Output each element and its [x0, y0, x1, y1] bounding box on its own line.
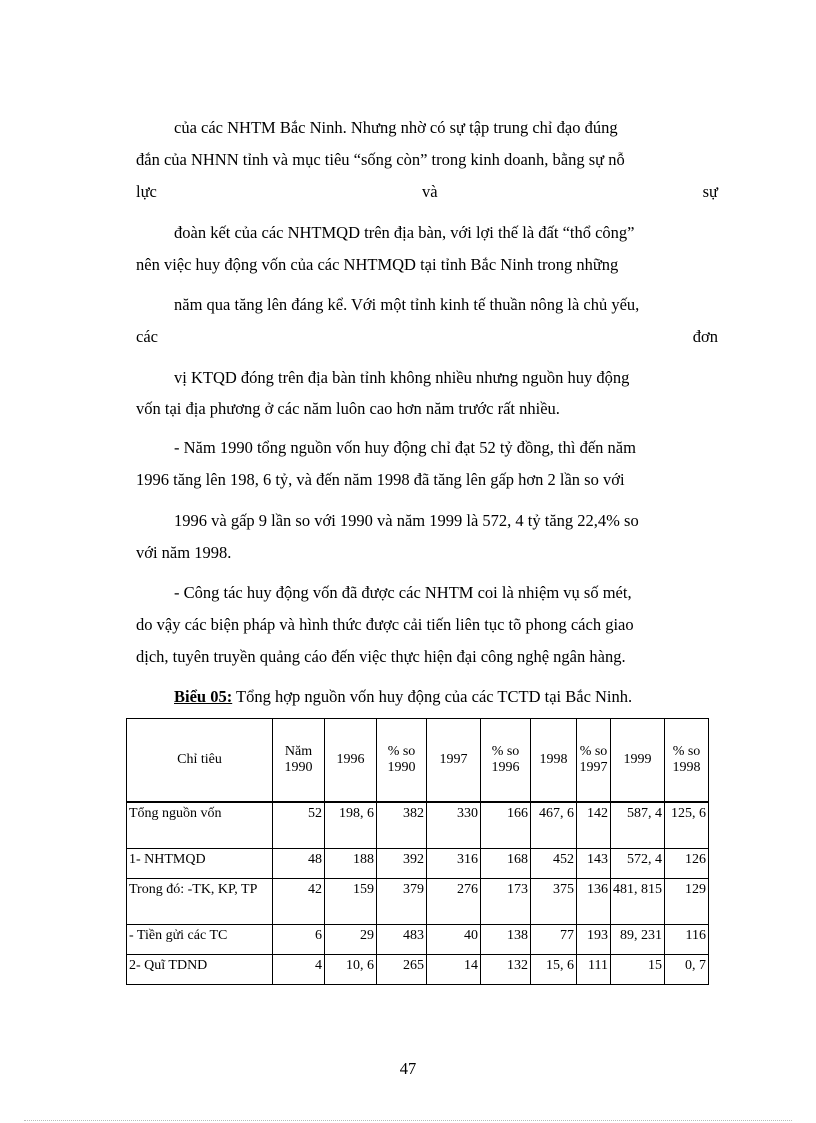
table-cell: 4	[273, 954, 325, 984]
table-cell: 382	[377, 802, 427, 848]
text-line: năm qua tăng lên đáng kể. Với một tỉnh kinh tế thuần nông là chủ yếu,	[174, 295, 640, 314]
text-line: vị KTQD đóng trên địa bàn tỉnh không nhiều nhưng nguồn huy động	[174, 368, 630, 387]
word: các	[136, 327, 158, 346]
table-cell: 48	[273, 848, 325, 878]
table-cell: 265	[377, 954, 427, 984]
table-cell: 77	[531, 924, 577, 954]
header-cell: 1998	[531, 719, 577, 803]
table-row	[127, 878, 709, 924]
text-line: do vậy các biện pháp và hình thức được cải tiến liên tục tõ phong cách giao	[136, 615, 634, 634]
table-cell: 193	[577, 924, 611, 954]
footer-divider	[24, 1120, 792, 1121]
table-cell: 159	[325, 878, 377, 924]
table-row	[127, 848, 709, 878]
table-cell: 129	[665, 878, 709, 924]
text-line: với năm 1998.	[136, 543, 232, 562]
page-number: 47	[399, 1059, 417, 1078]
table-row	[127, 954, 709, 984]
row-label: 2- Quĩ TDND	[127, 954, 273, 984]
text-line: dịch, tuyên truyền quảng cáo đến việc thực hiện đại công nghệ ngân hàng.	[136, 647, 626, 666]
table-cell: 572, 4	[611, 848, 665, 878]
word: lực	[136, 182, 157, 201]
table-header-row	[127, 719, 709, 803]
text-line: đoàn kết của các NHTMQD trên địa bàn, với lợi thế là đất “thổ công”	[174, 223, 635, 242]
table-cell: 125, 6	[665, 802, 709, 848]
table-cell: 467, 6	[531, 802, 577, 848]
table-cell: 138	[481, 924, 531, 954]
table-row	[127, 924, 709, 954]
table-cell: 15	[611, 954, 665, 984]
header-cell: % so 1996	[481, 719, 531, 803]
table-row	[127, 802, 709, 848]
table-cell: 10, 6	[325, 954, 377, 984]
text-line: 1996 tăng lên 198, 6 tỷ, và đến năm 1998 đã tăng lên gấp hơn 2 lần so với	[136, 470, 625, 489]
table-cell: 481, 815	[611, 878, 665, 924]
header-cell: 1996	[325, 719, 377, 803]
text-line-justified	[136, 182, 718, 202]
word: và	[421, 182, 438, 201]
table-cell: 143	[577, 848, 611, 878]
table-cell: 15, 6	[531, 954, 577, 984]
table-cell: 379	[377, 878, 427, 924]
table-cell: 483	[377, 924, 427, 954]
row-label: Trong đó: -TK, KP, TP	[127, 878, 273, 924]
text-line: của các NHTM Bắc Ninh. Nhưng nhờ có sự tập trung chỉ đạo đúng	[174, 118, 618, 137]
header-cell: Năm 1990	[273, 719, 325, 803]
table-cell: 136	[577, 878, 611, 924]
table-cell: 0, 7	[665, 954, 709, 984]
row-label: 1- NHTMQD	[127, 848, 273, 878]
table-cell: 116	[665, 924, 709, 954]
table-cell: 587, 4	[611, 802, 665, 848]
table-cell: 168	[481, 848, 531, 878]
table-cell: 276	[427, 878, 481, 924]
text-line-justified	[136, 327, 718, 347]
row-label: - Tiền gửi các TC	[127, 924, 273, 954]
text-line: nên việc huy động vốn của các NHTMQD tại tỉnh Bắc Ninh trong những	[136, 255, 619, 274]
header-cell: 1997	[427, 719, 481, 803]
word: sự	[702, 182, 718, 201]
header-cell: 1999	[611, 719, 665, 803]
table-cell: 6	[273, 924, 325, 954]
table-cell: 375	[531, 878, 577, 924]
row-label: Tổng nguồn vốn	[127, 802, 273, 848]
caption-text: Tổng hợp nguồn vốn huy động của các TCTD tại Bắc Ninh.	[232, 687, 633, 706]
table-caption	[174, 687, 632, 707]
table-cell: 111	[577, 954, 611, 984]
header-cell: % so 1998	[665, 719, 709, 803]
text-line: - Năm 1990 tổng nguồn vốn huy động chỉ đạt 52 tỷ đồng, thì đến năm	[174, 438, 636, 457]
table-cell: 52	[273, 802, 325, 848]
table-cell: 142	[577, 802, 611, 848]
header-cell: Chỉ tiêu	[127, 719, 273, 803]
header-cell: % so 1990	[377, 719, 427, 803]
table-cell: 316	[427, 848, 481, 878]
caption-label: Biểu 05:	[174, 687, 233, 706]
table-cell: 14	[427, 954, 481, 984]
table-cell: 188	[325, 848, 377, 878]
text-line: vốn tại địa phương ở các năm luôn cao hơn năm trước rất nhiều.	[136, 399, 560, 418]
table-cell: 40	[427, 924, 481, 954]
text-line: đắn của NHNN tỉnh và mục tiêu “sống còn” trong kinh doanh, bằng sự nỗ	[136, 150, 625, 169]
text-line: - Công tác huy động vốn đã được các NHTM coi là nhiệm vụ số mét,	[174, 583, 632, 602]
text-line: 1996 và gấp 9 lần so với 1990 và năm 1999 là 572, 4 tỷ tăng 22,4% so	[174, 511, 639, 530]
header-cell: % so 1997	[577, 719, 611, 803]
funding-table	[126, 718, 709, 985]
table-cell: 126	[665, 848, 709, 878]
table-cell: 392	[377, 848, 427, 878]
table-cell: 173	[481, 878, 531, 924]
table-cell: 166	[481, 802, 531, 848]
table-cell: 42	[273, 878, 325, 924]
table-cell: 330	[427, 802, 481, 848]
word: đơn	[692, 327, 718, 346]
table-cell: 198, 6	[325, 802, 377, 848]
table-cell: 452	[531, 848, 577, 878]
table-cell: 89, 231	[611, 924, 665, 954]
table-cell: 132	[481, 954, 531, 984]
table-cell: 29	[325, 924, 377, 954]
